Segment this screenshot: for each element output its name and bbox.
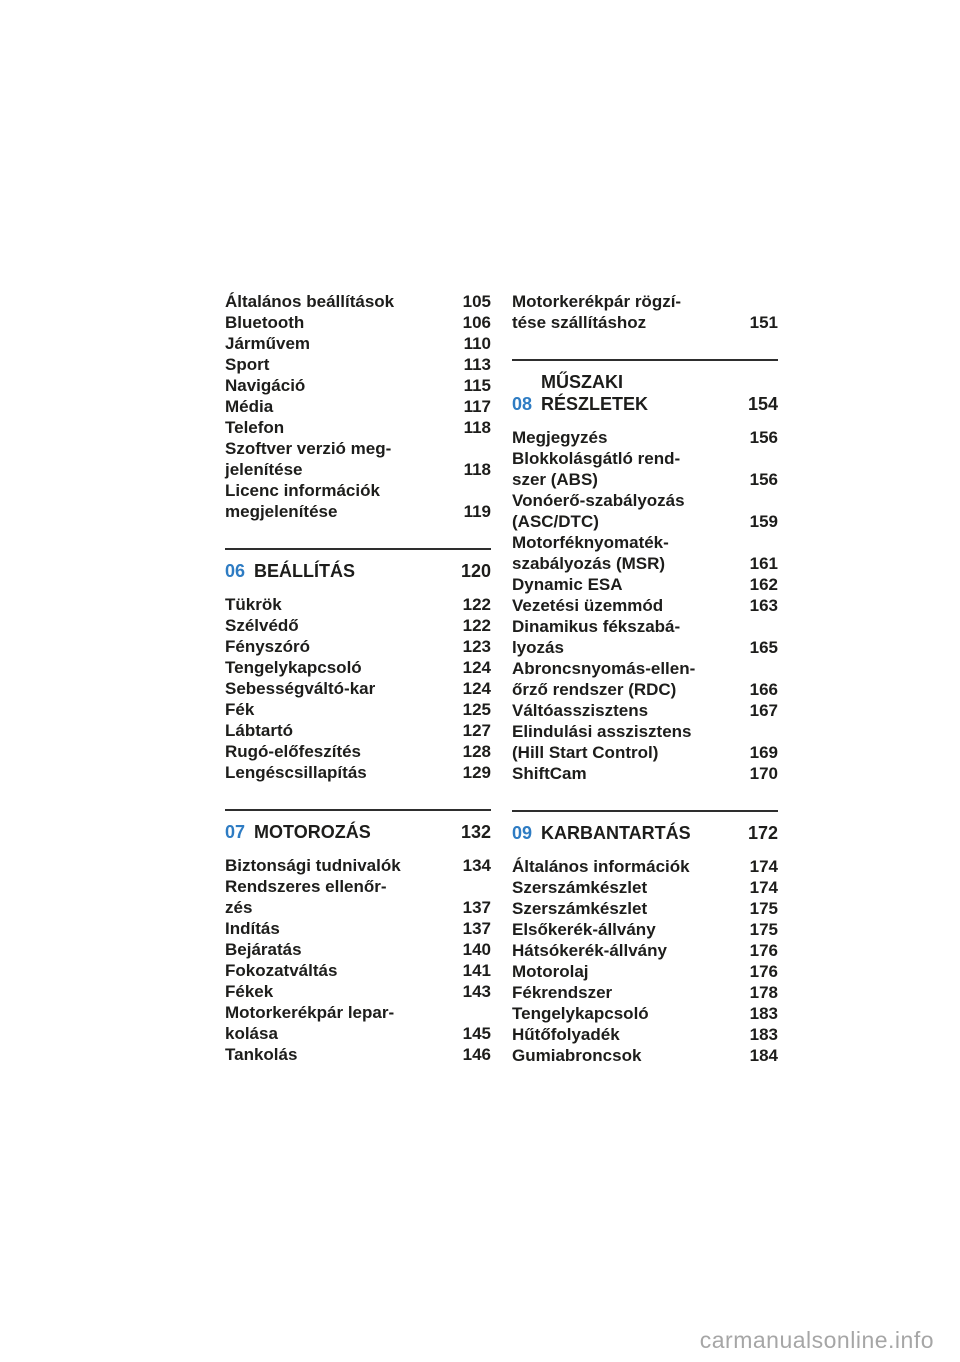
toc-entry xyxy=(225,333,491,354)
toc-entry xyxy=(225,594,491,615)
entry-label-line: Szélvédő xyxy=(225,616,299,635)
toc-entry xyxy=(225,396,491,417)
entry-label xyxy=(512,490,744,532)
entry-label xyxy=(512,1045,744,1066)
entry-label-line: Biztonsági tudnivalók xyxy=(225,856,401,875)
entry-label-line: Abroncsnyomás-ellen- xyxy=(512,659,696,678)
entry-label-line: Vonóerő-szabályozás xyxy=(512,491,685,510)
entry-label-line: Indítás xyxy=(225,919,280,938)
entry-label-line: Váltóasszisztens xyxy=(512,701,649,720)
entry-label-line: Megjegyzés xyxy=(512,428,608,447)
entry-label-line: Fékek xyxy=(225,982,274,1001)
entry-label xyxy=(225,333,458,354)
section-page-number: 132 xyxy=(460,822,491,842)
entry-label-line: lyozás xyxy=(512,638,564,657)
entry-label xyxy=(512,532,744,574)
entry-label xyxy=(512,658,744,700)
entry-label xyxy=(512,291,744,333)
entry-page-number: 110 xyxy=(463,334,491,353)
entry-label-line: őrző rendszer (RDC) xyxy=(512,680,677,699)
toc-entry xyxy=(225,1002,491,1044)
entry-label xyxy=(225,762,457,783)
entry-page-number: 163 xyxy=(749,596,778,615)
toc-entry xyxy=(512,1045,778,1066)
toc-entry xyxy=(225,438,491,480)
section-title-line: RÉSZLETEK xyxy=(541,394,649,414)
section-number: 09 xyxy=(512,823,533,843)
entry-label xyxy=(512,721,744,763)
section-number: 07 xyxy=(225,822,246,842)
toc-entry xyxy=(225,657,491,678)
entry-label-line: Fényszóró xyxy=(225,637,311,656)
section-number: 06 xyxy=(225,561,246,581)
entry-label xyxy=(512,919,744,940)
entry-page-number: 165 xyxy=(749,638,778,657)
entry-label xyxy=(512,616,744,658)
entry-label xyxy=(225,960,457,981)
entry-label xyxy=(225,594,457,615)
toc-entry xyxy=(512,1003,778,1024)
toc-entry xyxy=(225,762,491,783)
toc-entry xyxy=(225,981,491,1002)
entry-label-line: Sport xyxy=(225,355,270,374)
entry-label xyxy=(512,898,744,919)
toc-entry xyxy=(225,678,491,699)
entry-page-number: 183 xyxy=(749,1004,778,1023)
entry-label-line: zés xyxy=(225,898,253,917)
entry-label-line: Általános információk xyxy=(512,857,690,876)
toc-entry xyxy=(512,532,778,574)
entry-label xyxy=(225,291,457,312)
section-title-line: KARBANTARTÁS xyxy=(541,823,691,843)
section-number: 08 xyxy=(512,394,533,414)
entry-label-line: Motorféknyomaték- xyxy=(512,533,669,552)
toc-entry xyxy=(225,480,491,522)
entry-page-number: 118 xyxy=(463,418,491,437)
entry-label-line: Lengéscsillapítás xyxy=(225,763,367,782)
entry-label xyxy=(512,700,744,721)
toc-entry xyxy=(512,763,778,784)
toc-entry xyxy=(225,636,491,657)
section-divider xyxy=(225,548,491,550)
section-title xyxy=(254,821,455,843)
entry-page-number: 129 xyxy=(462,763,491,782)
entry-page-number: 167 xyxy=(749,701,778,720)
entry-page-number: 140 xyxy=(462,940,491,959)
entry-label-line: Dinamikus fékszabá- xyxy=(512,617,681,636)
section-title-line: MOTOROZÁS xyxy=(254,822,371,842)
entry-label-line: szabályozás (MSR) xyxy=(512,554,666,573)
entry-label-line: Licenc információk xyxy=(225,481,380,500)
entry-label xyxy=(512,940,744,961)
entry-label xyxy=(225,636,457,657)
entry-page-number: 161 xyxy=(749,554,778,573)
toc-entry xyxy=(225,939,491,960)
entry-label-line: Általános beállítások xyxy=(225,292,395,311)
toc-entry xyxy=(512,898,778,919)
entry-page-number: 146 xyxy=(462,1045,491,1064)
toc-entry xyxy=(225,918,491,939)
entry-label-line: Szerszámkészlet xyxy=(512,899,648,918)
entry-page-number: 145 xyxy=(462,1024,491,1043)
entry-label xyxy=(225,678,457,699)
toc-entry xyxy=(512,919,778,940)
entry-label xyxy=(512,1024,744,1045)
entry-page-number: 176 xyxy=(749,941,778,960)
toc-entry xyxy=(512,291,778,333)
toc-right-column xyxy=(512,291,778,1066)
section-title-line: MŰSZAKI xyxy=(541,372,624,392)
entry-page-number: 151 xyxy=(749,313,778,332)
entry-page-number: 125 xyxy=(462,700,491,719)
entry-label-line: Bejáratás xyxy=(225,940,302,959)
entry-label xyxy=(512,763,744,784)
entry-label-line: Fékrendszer xyxy=(512,983,613,1002)
entry-label xyxy=(512,427,744,448)
entry-label-line: Lábtartó xyxy=(225,721,293,740)
entry-label-line: Telefon xyxy=(225,418,285,437)
toc-entry xyxy=(225,1044,491,1065)
entry-label xyxy=(225,855,457,876)
entry-label xyxy=(225,981,457,1002)
toc-entry xyxy=(225,960,491,981)
entry-label xyxy=(225,918,457,939)
toc-entry xyxy=(225,855,491,876)
toc-entry xyxy=(225,312,491,333)
section-title xyxy=(541,371,742,415)
toc-entry xyxy=(512,427,778,448)
entry-label-line: Navigáció xyxy=(225,376,306,395)
entry-label xyxy=(225,354,458,375)
watermark-text: carmanualsonline.info xyxy=(699,1327,934,1353)
entry-page-number: 162 xyxy=(749,575,778,594)
toc-left-column xyxy=(225,291,491,1066)
entry-label xyxy=(225,939,457,960)
section-page-number: 120 xyxy=(460,561,491,581)
entry-page-number: 113 xyxy=(463,355,491,374)
entry-page-number: 166 xyxy=(749,680,778,699)
entry-label-line: Fék xyxy=(225,700,255,719)
entry-label-line: kolása xyxy=(225,1024,278,1043)
toc-entry xyxy=(512,982,778,1003)
entry-label xyxy=(225,657,457,678)
entry-page-number: 175 xyxy=(749,899,778,918)
entry-label-line: Fokozatváltás xyxy=(225,961,338,980)
entry-label-line: Média xyxy=(225,397,274,416)
entry-label-line: Vezetési üzemmód xyxy=(512,596,664,615)
entry-label xyxy=(225,480,458,522)
entry-label-line: (Hill Start Control) xyxy=(512,743,659,762)
entry-label-line: szer (ABS) xyxy=(512,470,598,489)
toc-entry-list xyxy=(512,427,778,784)
entry-page-number: 134 xyxy=(462,856,491,875)
toc-entry xyxy=(512,1024,778,1045)
entry-label xyxy=(512,877,744,898)
entry-page-number: 122 xyxy=(462,616,491,635)
entry-label-line: ShiftCam xyxy=(512,764,587,783)
entry-label-line: jelenítése xyxy=(225,460,303,479)
entry-label xyxy=(225,375,458,396)
entry-label-line: Motorolaj xyxy=(512,962,589,981)
entry-label-line: Tengelykapcsoló xyxy=(225,658,362,677)
entry-label-line: (ASC/DTC) xyxy=(512,512,599,531)
toc-entry xyxy=(512,961,778,982)
section-page-number: 154 xyxy=(747,394,778,414)
entry-page-number: 123 xyxy=(462,637,491,656)
entry-page-number: 184 xyxy=(749,1046,778,1065)
section-title-line: BEÁLLÍTÁS xyxy=(254,561,356,581)
section-page-number: 172 xyxy=(747,823,778,843)
toc-entry xyxy=(225,876,491,918)
entry-page-number: 156 xyxy=(749,428,778,447)
toc-entry xyxy=(512,721,778,763)
entry-page-number: 106 xyxy=(462,313,491,332)
entry-label xyxy=(512,856,744,877)
entry-label xyxy=(225,312,457,333)
entry-label-line: Motorkerékpár rögzí- xyxy=(512,292,682,311)
toc-entry xyxy=(225,417,491,438)
entry-page-number: 122 xyxy=(462,595,491,614)
entry-label xyxy=(225,876,457,918)
toc-entry xyxy=(225,699,491,720)
entry-page-number: 117 xyxy=(463,397,491,416)
toc-entry xyxy=(512,490,778,532)
entry-label-line: Gumiabroncsok xyxy=(512,1046,642,1065)
entry-page-number: 128 xyxy=(462,742,491,761)
entry-page-number: 124 xyxy=(462,679,491,698)
entry-page-number: 178 xyxy=(749,983,778,1002)
entry-label-line: megjelenítése xyxy=(225,502,338,521)
entry-label xyxy=(225,615,457,636)
entry-page-number: 174 xyxy=(749,857,778,876)
entry-page-number: 141 xyxy=(462,961,491,980)
toc-entry xyxy=(512,700,778,721)
entry-page-number: 127 xyxy=(462,721,491,740)
section-divider xyxy=(512,359,778,361)
entry-label-line: Tankolás xyxy=(225,1045,298,1064)
toc-entry xyxy=(512,940,778,961)
entry-label-line: Rugó-előfeszítés xyxy=(225,742,362,761)
entry-label xyxy=(225,1002,457,1044)
toc-entry xyxy=(225,720,491,741)
entry-page-number: 137 xyxy=(462,919,491,938)
entry-label-line: Blokkolásgátló rend- xyxy=(512,449,681,468)
entry-label xyxy=(225,720,457,741)
section-divider xyxy=(225,809,491,811)
section-title xyxy=(254,560,455,582)
toc-entry xyxy=(225,615,491,636)
section-header xyxy=(225,560,491,582)
entry-page-number: 175 xyxy=(749,920,778,939)
entry-label-line: Dynamic ESA xyxy=(512,575,623,594)
entry-label-line: Rendszeres ellenőr- xyxy=(225,877,387,896)
entry-label-line: Tükrök xyxy=(225,595,282,614)
toc-entry xyxy=(512,877,778,898)
entry-label xyxy=(225,396,458,417)
entry-label-line: Tengelykapcsoló xyxy=(512,1004,649,1023)
entry-page-number: 170 xyxy=(749,764,778,783)
entry-label-line: Sebességváltó-kar xyxy=(225,679,376,698)
entry-label-line: Szoftver verzió meg- xyxy=(225,439,392,458)
entry-page-number: 174 xyxy=(749,878,778,897)
toc-entry xyxy=(225,354,491,375)
entry-page-number: 176 xyxy=(749,962,778,981)
section-header xyxy=(512,822,778,844)
entry-page-number: 143 xyxy=(462,982,491,1001)
entry-label xyxy=(512,574,744,595)
toc-entry xyxy=(512,616,778,658)
entry-label xyxy=(225,699,457,720)
entry-page-number: 137 xyxy=(462,898,491,917)
entry-label xyxy=(512,595,744,616)
toc-entry xyxy=(512,595,778,616)
entry-label-line: Elsőkerék-állvány xyxy=(512,920,656,939)
toc-entry xyxy=(512,856,778,877)
toc-entry xyxy=(512,658,778,700)
table-of-contents xyxy=(225,291,778,1066)
entry-label-line: Motorkerékpár lepar- xyxy=(225,1003,395,1022)
entry-label xyxy=(512,448,744,490)
entry-page-number: 159 xyxy=(749,512,778,531)
entry-label-line: Járművem xyxy=(225,334,311,353)
entry-page-number: 124 xyxy=(462,658,491,677)
toc-entry-list xyxy=(512,291,778,333)
entry-label-line: Szerszámkészlet xyxy=(512,878,648,897)
entry-label xyxy=(225,1044,457,1065)
entry-label-line: Hűtőfolyadék xyxy=(512,1025,620,1044)
entry-label-line: Elindulási asszisztens xyxy=(512,722,692,741)
entry-label-line: Hátsókerék-állvány xyxy=(512,941,667,960)
entry-label xyxy=(512,961,744,982)
entry-label xyxy=(512,1003,744,1024)
toc-entry xyxy=(225,375,491,396)
entry-page-number: 105 xyxy=(462,292,491,311)
entry-label xyxy=(512,982,744,1003)
section-divider xyxy=(512,810,778,812)
toc-entry-list xyxy=(225,855,491,1065)
toc-entry xyxy=(225,741,491,762)
toc-entry xyxy=(512,448,778,490)
entry-label xyxy=(225,438,458,480)
section-title xyxy=(541,822,742,844)
toc-entry xyxy=(512,574,778,595)
entry-page-number: 169 xyxy=(749,743,778,762)
entry-page-number: 156 xyxy=(749,470,778,489)
toc-entry-list xyxy=(225,594,491,783)
section-header xyxy=(512,371,778,415)
entry-label-line: tése szállításhoz xyxy=(512,313,647,332)
toc-entry-list xyxy=(225,291,491,522)
entry-label xyxy=(225,417,458,438)
toc-entry-list xyxy=(512,856,778,1066)
entry-page-number: 119 xyxy=(463,502,491,521)
section-header xyxy=(225,821,491,843)
entry-label xyxy=(225,741,457,762)
entry-page-number: 115 xyxy=(463,376,491,395)
entry-page-number: 118 xyxy=(463,460,491,479)
toc-entry xyxy=(225,291,491,312)
entry-label-line: Bluetooth xyxy=(225,313,305,332)
entry-page-number: 183 xyxy=(749,1025,778,1044)
